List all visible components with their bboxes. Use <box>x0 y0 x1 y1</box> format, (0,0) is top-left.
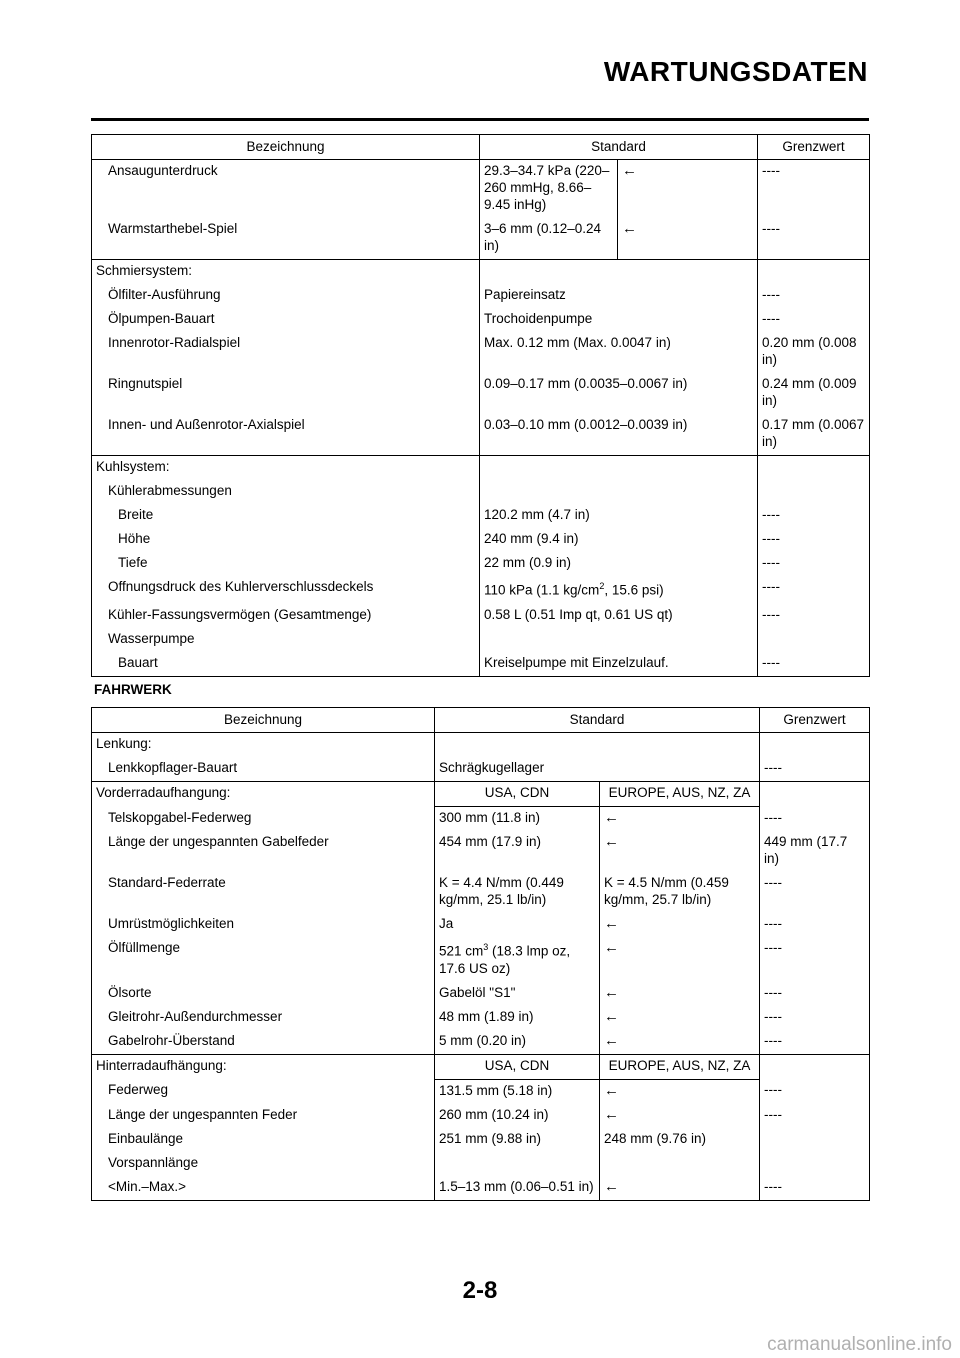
header-bezeichnung: Bezeichnung <box>92 708 435 733</box>
table-header-row <box>92 135 870 160</box>
row-limit: ---- <box>760 807 870 832</box>
row-standard: Max. 0.12 mm (Max. 0.0047 in) <box>480 332 758 373</box>
row-label: Warmstarthebel-Spiel <box>92 218 480 260</box>
row-limit: ---- <box>760 937 870 982</box>
title-rule <box>91 118 869 121</box>
row-label: Bauart <box>118 654 158 670</box>
page-number: 2-8 <box>462 1277 498 1304</box>
row-standard: 3–6 mm (0.12–0.24 in) <box>480 218 618 260</box>
row-usa: K = 4.4 N/mm (0.449 kg/mm, 25.1 lb/in) <box>435 872 600 913</box>
section-heading: FAHRWERK <box>94 682 172 697</box>
row-limit: ---- <box>758 652 870 677</box>
row-limit: ---- <box>758 308 870 332</box>
row-label: Umrüstmöglichkeiten <box>108 916 235 931</box>
row-usa: 260 mm (10.24 in) <box>435 1104 600 1128</box>
table-row <box>92 628 870 652</box>
row-label: Länge der ungespannten Gabelfeder <box>108 834 329 849</box>
table-row <box>92 480 870 504</box>
table-row <box>92 604 870 628</box>
row-standard: 0.03–0.10 mm (0.0012–0.0039 in) <box>480 414 758 456</box>
row-usa: 300 mm (11.8 in) <box>435 807 600 832</box>
row-label: <Min.–Max.> <box>108 1178 187 1194</box>
row-usa: 48 mm (1.89 in) <box>435 1006 600 1030</box>
row-limit: ---- <box>760 913 870 937</box>
row-limit: ---- <box>760 1079 870 1104</box>
row-standard: 240 mm (9.4 in) <box>480 528 758 552</box>
table-row <box>92 782 870 807</box>
subheader-usa: USA, CDN <box>435 1054 600 1079</box>
same-as-arrow: ← <box>618 218 758 260</box>
table-row <box>92 937 870 982</box>
row-europe: ← <box>604 1081 619 1099</box>
table-row <box>92 284 870 308</box>
row-label: Ölsorte <box>108 984 152 1000</box>
row-label: Kühler-Fassungsvermögen (Gesamtmenge) <box>108 606 372 622</box>
subheader-usa: USA, CDN <box>435 782 600 807</box>
subheader-europe: EUROPE, AUS, NZ, ZA <box>600 782 760 807</box>
row-usa: 131.5 mm (5.18 in) <box>435 1079 600 1104</box>
table-row <box>92 652 870 677</box>
row-europe: K = 4.5 N/mm (0.459 kg/mm, 25.7 lb/in) <box>604 875 729 907</box>
table-row <box>92 982 870 1006</box>
table-row <box>92 552 870 576</box>
row-europe: ← <box>604 983 619 1001</box>
table-row <box>92 831 870 872</box>
row-limit: 0.20 mm (0.008 in) <box>758 332 870 373</box>
row-limit: ---- <box>760 872 870 913</box>
watermark: carmanualsonline.info <box>767 1334 952 1355</box>
row-limit: 449 mm (17.7 in) <box>760 831 870 872</box>
row-label: Standard-Federrate <box>108 875 226 890</box>
row-standard: Kreiselpumpe mit Einzelzulauf. <box>480 652 758 677</box>
row-usa: Gabelöl "S1" <box>435 982 600 1006</box>
row-limit: ---- <box>760 757 870 782</box>
row-standard: 29.3–34.7 kPa (220–260 mmHg, 8.66–9.45 inHg) <box>480 160 618 219</box>
row-europe: ← <box>604 1105 619 1123</box>
row-label: Ansaugunterdruck <box>108 163 218 178</box>
row-label: Einbaulänge <box>108 1130 184 1146</box>
section-label: Schmiersystem: <box>96 263 193 278</box>
table-row <box>92 1176 870 1201</box>
row-label: Kühlerabmessungen <box>108 483 232 498</box>
row-limit: ---- <box>758 528 870 552</box>
row-label: Offnungsdruck des Kuhlerverschlussdeckels <box>108 579 374 594</box>
chassis-spec-table <box>91 707 870 1201</box>
table-header-row <box>92 708 870 733</box>
table-row <box>92 913 870 937</box>
row-standard: 0.09–0.17 mm (0.0035–0.0067 in) <box>480 373 758 414</box>
row-label: Innen- und Außenrotor-Axialspiel <box>92 414 480 456</box>
row-limit: ---- <box>758 576 870 604</box>
table-row <box>92 807 870 832</box>
section-label: Vorderradaufhangung: <box>96 785 231 800</box>
table-row <box>92 308 870 332</box>
table-row <box>92 1152 870 1176</box>
row-usa: 251 mm (9.88 in) <box>435 1128 600 1152</box>
same-as-arrow: ← <box>622 162 637 179</box>
table-row <box>92 218 870 260</box>
table-row <box>92 733 870 758</box>
table-row <box>92 1128 870 1152</box>
table-row <box>92 1104 870 1128</box>
row-europe: ← <box>604 833 619 850</box>
row-standard: 120.2 mm (4.7 in) <box>480 504 758 528</box>
row-label: Ölfilter-Ausführung <box>108 287 221 302</box>
row-label: Vorspannlänge <box>108 1154 199 1170</box>
row-limit: ---- <box>760 982 870 1006</box>
row-standard: 22 mm (0.9 in) <box>480 552 758 576</box>
row-label: Ölpumpen-Bauart <box>108 311 215 326</box>
row-label: Federweg <box>108 1082 169 1097</box>
row-europe: ← <box>604 1177 619 1195</box>
section-label: Lenkung: <box>96 736 152 751</box>
row-label: Ringnutspiel <box>108 376 183 391</box>
row-usa: 1.5–13 mm (0.06–0.51 in) <box>435 1176 600 1201</box>
row-standard: Papiereinsatz <box>480 284 758 308</box>
row-label: Telskopgabel-Federweg <box>108 809 252 825</box>
row-usa: 521 $cm^3$ (18.3 lmp oz, 17.6 US oz) <box>435 937 600 982</box>
row-limit: 0.17 mm (0.0067 in) <box>758 414 870 456</box>
row-limit: ---- <box>758 284 870 308</box>
table-row <box>92 332 870 373</box>
row-label: Lenkkopflager-Bauart <box>92 757 435 782</box>
table-row <box>92 1079 870 1104</box>
section-label: Hinterradaufhängung: <box>96 1057 227 1073</box>
row-label: Höhe <box>118 531 151 546</box>
row-europe: ← <box>604 809 619 826</box>
row-limit: ---- <box>758 604 870 628</box>
row-standard: Trochoidenpumpe <box>480 308 758 332</box>
row-europe: ← <box>604 915 619 932</box>
header-grenzwert: Grenzwert <box>758 135 870 160</box>
table-row <box>92 456 870 481</box>
table-row <box>92 1030 870 1055</box>
header-grenzwert: Grenzwert <box>760 708 870 733</box>
row-limit: 0.24 mm (0.009 in) <box>758 373 870 414</box>
engine-spec-table <box>91 134 870 677</box>
table-row <box>92 1054 870 1079</box>
table-row <box>92 373 870 414</box>
row-limit: ---- <box>760 1104 870 1128</box>
row-label: Ölfüllmenge <box>108 940 181 955</box>
row-label: Gabelrohr-Überstand <box>92 1030 435 1055</box>
header-standard: Standard <box>480 135 758 160</box>
row-label: Wasserpumpe <box>108 630 195 646</box>
table-row <box>92 872 870 913</box>
table-row <box>92 576 870 604</box>
table-row <box>92 414 870 456</box>
row-limit: ---- <box>760 1176 870 1201</box>
row-limit: ---- <box>758 218 870 260</box>
row-label: Länge der ungespannten Feder <box>108 1106 298 1122</box>
row-label: Breite <box>118 507 154 522</box>
page-title: WARTUNGSDATEN <box>603 56 868 87</box>
row-europe: 248 mm (9.76 in) <box>604 1130 707 1146</box>
row-standard: 0.58 L (0.51 Imp qt, 0.61 US qt) <box>480 604 758 628</box>
table-row <box>92 1006 870 1030</box>
header-bezeichnung: Bezeichnung <box>92 135 480 160</box>
row-limit: ---- <box>760 1030 870 1055</box>
row-limit: ---- <box>758 504 870 528</box>
row-usa: 5 mm (0.20 in) <box>435 1030 600 1055</box>
row-europe: ← <box>604 939 619 956</box>
table-row <box>92 260 870 285</box>
row-europe: ← <box>600 1030 760 1055</box>
row-usa: Ja <box>435 913 600 937</box>
subheader-europe: EUROPE, AUS, NZ, ZA <box>600 1054 760 1079</box>
row-europe: ← <box>604 1007 619 1025</box>
row-standard: Schrägkugellager <box>435 757 760 782</box>
row-limit: ---- <box>758 552 870 576</box>
row-label: Gleitrohr-Außendurchmesser <box>108 1008 283 1024</box>
row-standard: 110 kPa (1.1 $kg/cm^2$, 15.6 psi) <box>480 576 758 604</box>
row-label: Tiefe <box>118 555 148 570</box>
table-row <box>92 528 870 552</box>
table-row <box>92 160 870 219</box>
row-limit: ---- <box>760 1006 870 1030</box>
section-label: Kuhlsystem: <box>96 459 170 474</box>
row-usa: 454 mm (17.9 in) <box>435 831 600 872</box>
row-label: Innenrotor-Radialspiel <box>108 335 241 350</box>
table-row <box>92 504 870 528</box>
table-row <box>92 757 870 782</box>
header-standard: Standard <box>435 708 760 733</box>
row-limit: ---- <box>758 160 870 219</box>
